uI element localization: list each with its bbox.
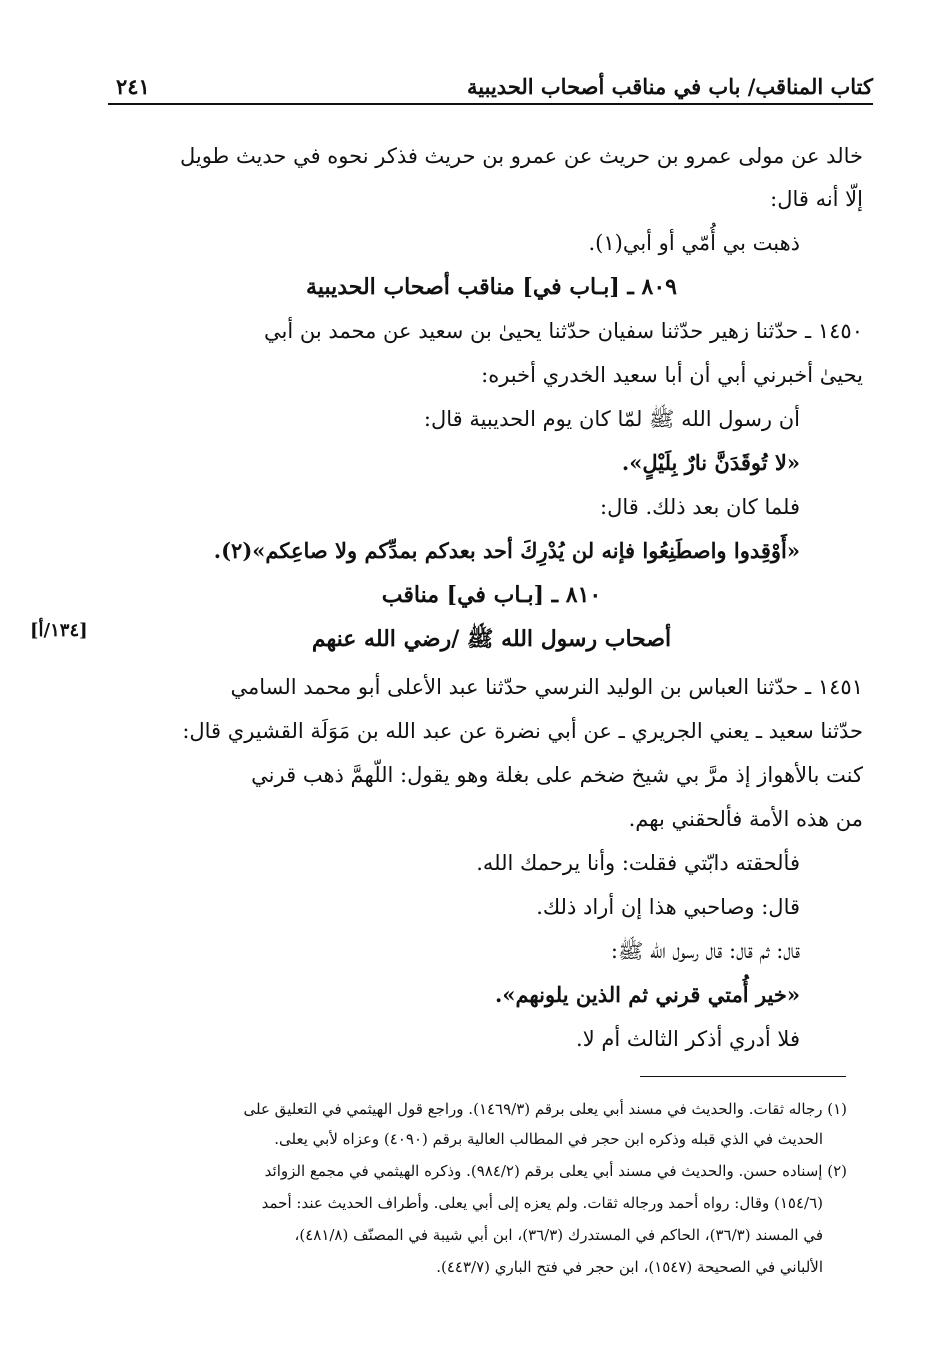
text-line: قال: وصاحبي هذا إن أراد ذلك.	[536, 895, 800, 919]
text-line: فلا أدري أذكر الثالث أم لا.	[576, 1027, 800, 1051]
footnote-2: (٢) إسناده حسن. والحديث في مسند أبي يعلى برقم (٩٨٤/٢). وذكره الهيثمي في مجمع الزوائد	[264, 1162, 847, 1180]
chapter-heading-809: ٨٠٩ ـ [بـاب في] مناقب أصحاب الحديبية	[306, 274, 677, 300]
chapter-heading-810: ٨١٠ ـ [بـاب في] مناقب	[381, 582, 602, 608]
text-line: قال: ثم قال: قال رسول الله ﷺ:	[610, 939, 800, 963]
footnote-rule	[640, 1076, 846, 1077]
text-line: ذهبت بي أُمّي أو أبي(١).	[588, 231, 800, 255]
hadith-1450-isnad: ١٤٥٠ ـ حدّثنا زهير حدّثنا سفيان حدّثنا يحيىٰ بن سعيد عن محمد بن أبي	[264, 319, 863, 343]
manuscript-folio-ref: [١٣٤/أ]	[30, 620, 88, 641]
text-line: فألحقته دابّتي فقلت: وأنا يرحمك الله.	[476, 851, 800, 875]
text-line: يحيىٰ أخبرني أبي أن أبا سعيد الخدري أخبره:	[481, 363, 863, 387]
header-rule	[108, 103, 873, 105]
text-line: حدّثنا سعيد ـ يعني الجريري ـ عن أبي نضرة عن عبد الله بن مَوَلَة القشيري قال:	[182, 719, 863, 743]
hadith-quote: «لا تُوقَدَنَّ نارٌ بِلَيْلٍ».	[621, 450, 800, 475]
hadith-quote: «خير أُمتي قرني ثم الذين يلونهم».	[495, 982, 800, 1007]
text-line: إلّا أنه قال:	[770, 187, 863, 211]
footnote-2-cont: في المسند (٣٦/٣)، الحاكم في المستدرك (٣٦/٣)، ابن أبي شيبة في المصنّف (٤٨١/٨)،	[294, 1226, 823, 1244]
page-header	[108, 72, 873, 104]
running-title: كتاب المناقب/ باب في مناقب أصحاب الحديبية	[467, 74, 873, 99]
hadith-quote: «أَوْقِدوا واصطَنِعُوا فإنه لن يُدْرِكَ أحد بعدكم بمدِّكم ولا صاعِكم»(٢).	[213, 538, 800, 563]
footnote-1: (١) رجاله ثقات. والحديث في مسند أبي يعلى برقم (١٤٦٩/٣). وراجع قول الهيثمي في التعليق على	[243, 1100, 847, 1118]
text-line: فلما كان بعد ذلك. قال:	[600, 495, 800, 519]
footnote-2-cont: (١٥٤/٦) وقال: رواه أحمد ورجاله ثقات. ولم يعزه إلى أبي يعلى. وأطراف الحديث عند: أحمد	[261, 1194, 823, 1212]
page-number: ٢٤١	[116, 74, 150, 99]
text-line: أن رسول الله ﷺ لمّا كان يوم الحديبية قال:	[423, 407, 800, 431]
text-line: كنت بالأهواز إذ مرَّ بي شيخ ضخم على بغلة وهو يقول: اللّهمَّ ذهب قرني	[251, 763, 863, 787]
chapter-heading-810-cont: أصحاب رسول الله ﷺ /رضي الله عنهم	[311, 626, 672, 652]
footnote-1-cont: الحديث في الذي قبله وذكره ابن حجر في المطالب العالية برقم (٤٠٩٠) وعزاه لأبي يعلى.	[274, 1130, 823, 1148]
text-line: من هذه الأمة فألحقني بهم.	[628, 807, 863, 831]
text-line: خالد عن مولى عمرو بن حريث عن عمرو بن حريث فذكر نحوه في حديث طويل	[179, 144, 863, 168]
hadith-1451-isnad: ١٤٥١ ـ حدّثنا العباس بن الوليد النرسي حدّثنا عبد الأعلى أبو محمد السامي	[230, 675, 863, 699]
footnote-2-cont: الألباني في الصحيحة (١٥٤٧)، ابن حجر في فتح الباري (٤٤٣/٧).	[436, 1258, 823, 1276]
